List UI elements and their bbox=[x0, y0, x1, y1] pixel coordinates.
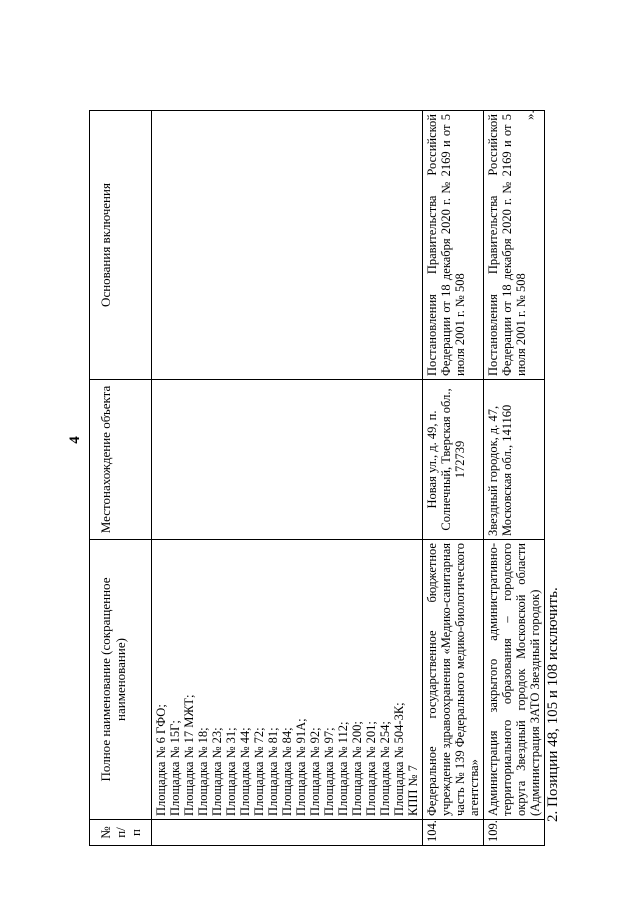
area-item: Площадка № 201; bbox=[364, 721, 378, 816]
areas-list bbox=[152, 540, 423, 820]
table-header-row bbox=[90, 111, 152, 846]
area-item: Площадка № 81; bbox=[266, 727, 280, 816]
area-item: Площадка № 23; bbox=[210, 727, 224, 816]
header-location: Местонахождение объекта bbox=[90, 380, 152, 540]
organization-name: Федеральное государственное бюджетное учреждение здравоохранения «Медико-санитарная часть № 139 Федерального медико-биологического агентства» bbox=[423, 540, 484, 820]
area-item: Площадка № 504-3К; bbox=[392, 702, 406, 816]
rotated-document-page bbox=[67, 40, 607, 860]
area-item: Площадка № 97; bbox=[322, 727, 336, 816]
amendment-note: 2. Позиции 48, 105 и 108 исключить. bbox=[545, 587, 561, 822]
table-row-continuation bbox=[152, 111, 423, 846]
area-item: Площадка № 31; bbox=[224, 727, 238, 816]
area-item: Площадка № 200; bbox=[350, 721, 364, 816]
cell-basis-empty bbox=[152, 111, 423, 380]
header-name: Полное наименование (сокращенное наименование) bbox=[90, 540, 152, 820]
area-item: Площадка № 17 МЖТ; bbox=[182, 694, 196, 816]
area-item: КПП № 7 bbox=[406, 765, 420, 816]
inclusion-basis: Постановления Правительства Российской Федерации от 18 декабря 2020 г. № 2169 и от 5 июля 2001 г. № 508 bbox=[484, 111, 545, 380]
area-item: Площадка № 84; bbox=[280, 727, 294, 816]
header-basis: Основания включения bbox=[90, 111, 152, 380]
area-item: Площадка № 18; bbox=[196, 727, 210, 816]
area-item: Площадка № 15Г; bbox=[168, 720, 182, 816]
page-number: 4 bbox=[67, 436, 83, 444]
area-item: Площадка № 44; bbox=[238, 727, 252, 816]
table-row bbox=[484, 111, 545, 846]
inclusion-basis: Постановления Правительства Российской Федерации от 18 декабря 2020 г. № 2169 и от 5 июля 2001 г. № 508 bbox=[423, 111, 484, 380]
row-number: 109. bbox=[484, 820, 545, 846]
area-item: Площадка № 72; bbox=[252, 727, 266, 816]
area-item: Площадка № 112; bbox=[336, 721, 350, 816]
cell-location-empty bbox=[152, 380, 423, 540]
organization-location: Новая ул., д. 49, п. Солнечный, Тверская обл., 172739 bbox=[423, 380, 484, 540]
area-item: Площадка № 6 ГФО; bbox=[154, 704, 168, 816]
closing-quote: ». bbox=[522, 110, 537, 120]
table-row bbox=[423, 111, 484, 846]
area-item: Площадка № 91А; bbox=[294, 718, 308, 816]
cell-num-empty bbox=[152, 820, 423, 846]
organization-location: Звездный городок, д. 47, Московская обл., 141160 bbox=[484, 380, 545, 540]
header-num: № п/п bbox=[90, 820, 152, 846]
organization-name: Администрация закрытого административно-территориального образования – городского округа Звездный городок Московской области (Администрация ЗАТО Звездный городок) bbox=[484, 540, 545, 820]
objects-table bbox=[89, 110, 545, 846]
row-number: 104. bbox=[423, 820, 484, 846]
area-item: Площадка № 92; bbox=[308, 727, 322, 816]
area-item: Площадка № 254; bbox=[378, 721, 392, 816]
